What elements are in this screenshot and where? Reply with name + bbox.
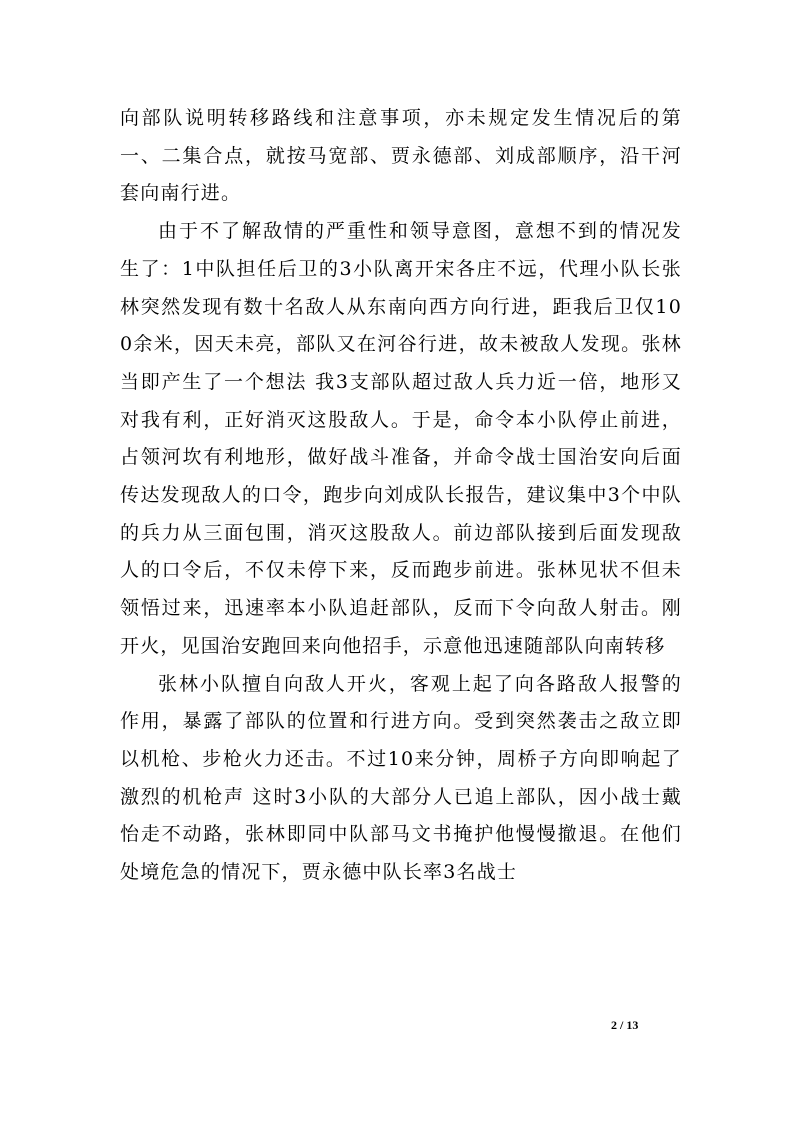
paragraph-2: 由于不了解敌情的严重性和领导意图，意想不到的情况发生了：1中队担任后卫的3小队离开宋各庄不远，代理小队长张林突然发现有数十名敌人从东南向西方向行进，距我后卫仅100余米，因天未亮，部队又在河谷行进，故未被敌人发现。张林当即产生了一个想法 我3支部队超过敌人兵力近一倍，地形又对我有利，正好消灭这股敌人。于是，命令本小队停止前进，占领河坎有利地形，做好战斗准备，并命令战士国治安向后面传达发现敌人的口令，跑步向刘成队长报告，建议集中3个中队的兵力从三面包围，消灭这股敌人。前边部队接到后面发现敌人的口令后，不仅未停下来，反而跑步前进。张林见状不但未领悟过来，迅速率本小队追赶部队，反而下令向敌人射击。刚开火，见国治安跑回来向他招手，示意他迅速随部队向南转移: [120, 220, 682, 657]
paragraph-1: 向部队说明转移路线和注意事项，亦未规定发生情况后的第一、二集合点，就按马宽部、贾永德部、刘成部顺序，沿干河套向南行进。: [120, 107, 682, 205]
body-text: [120, 100, 682, 892]
page-number: 2 / 13: [611, 1018, 639, 1032]
paragraph-3: 张林小队擅自向敌人开火，客观上起了向各路敌人报警的作用，暴露了部队的位置和行进方向。受到突然袭击之敌立即以机枪、步枪火力还击。不过10来分钟，周桥子方向即响起了激烈的机枪声 这时3小队的大部分人已追上部队，因小战士戴怡走不动路，张林即同中队部马文书掩护他慢慢撤退。在他们处境危急的情况下，贾永德中队长率3名战士: [120, 672, 682, 884]
